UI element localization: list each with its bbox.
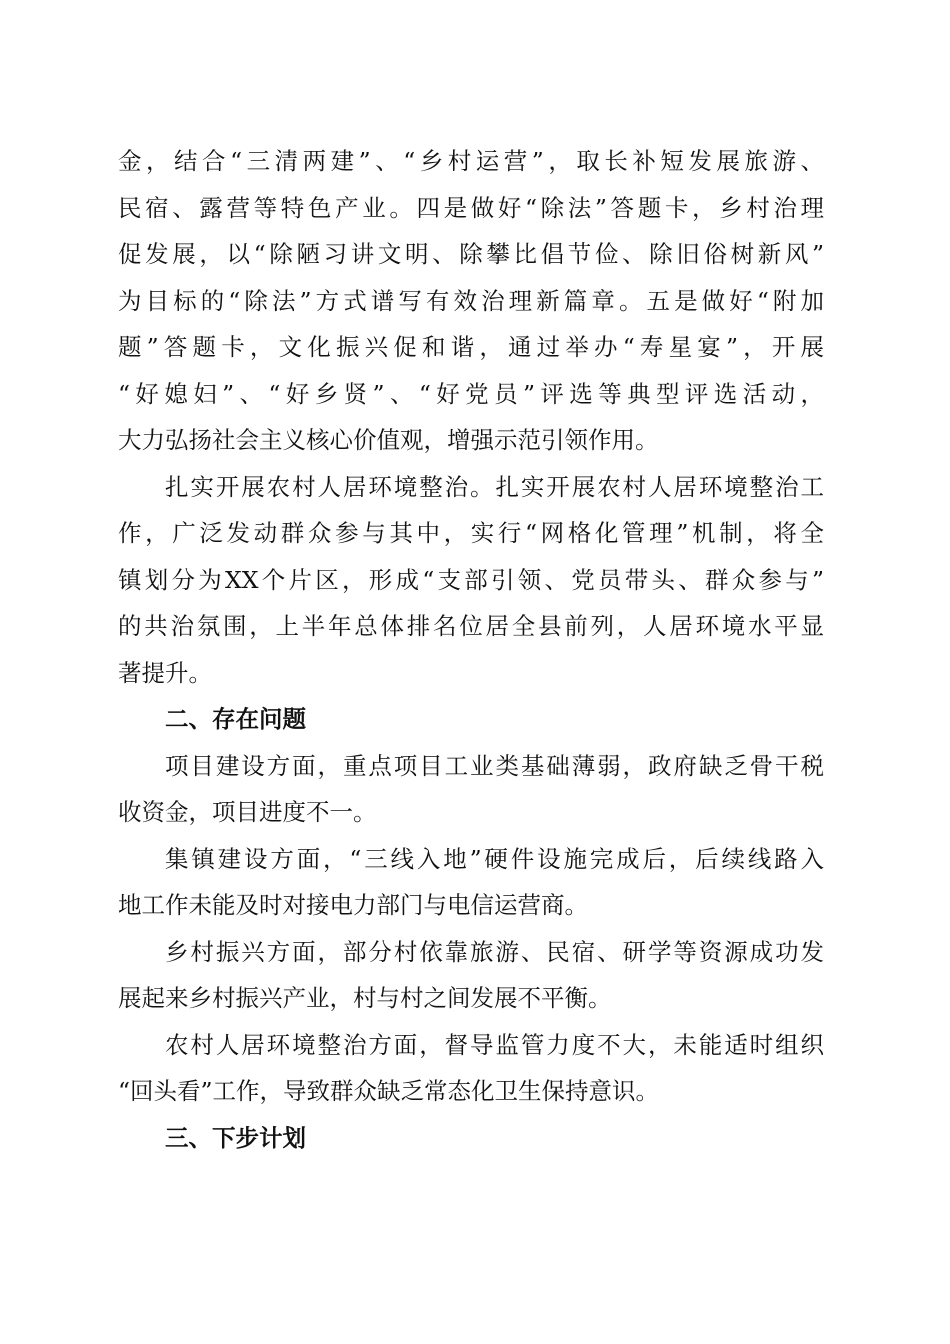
text-line: 金，结合“三清两建”、“乡村运营”，取长补短发展旅游、 — [118, 147, 824, 175]
paragraph-rural-revitalization — [118, 929, 824, 1022]
text-line: 的共治氛围，上半年总体排名位居全县前列，人居环境水平显 — [118, 612, 824, 640]
text-line: “好媳妇”、“好乡贤”、“好党员”评选等典型评选活动， — [118, 379, 824, 408]
text-line: 农村人居环境整治方面，督导监管力度不大，未能适时组织 — [165, 1030, 824, 1059]
paragraph-rural-environment — [118, 464, 824, 697]
section-heading-problems: 二、存在问题 — [165, 705, 306, 733]
section-heading-next-steps: 三、下步计划 — [165, 1123, 306, 1152]
text-line: “回头看”工作，导致群众缺乏常态化卫生保持意识。 — [118, 1077, 660, 1105]
paragraph-project-construction — [118, 743, 824, 836]
text-line: 收资金，项目进度不一。 — [118, 798, 377, 826]
text-line: 为目标的“除法”方式谱写有效治理新篇章。五是做好“附加 — [118, 286, 824, 315]
paragraph-environment-supervision — [118, 1022, 824, 1115]
paragraph-continuation — [118, 138, 824, 464]
text-line: 著提升。 — [118, 658, 212, 687]
text-line: 促发展，以“除陋习讲文明、除攀比倡节俭、除旧俗树新风” — [118, 240, 824, 268]
text-line: 民宿、露营等特色产业。四是做好“除法”答题卡，乡村治理 — [118, 193, 824, 222]
text-line: 镇划分为XX个片区，形成“支部引领、党员带头、群众参与” — [118, 565, 824, 594]
text-line: 地工作未能及时对接电力部门与电信运营商。 — [118, 891, 588, 919]
paragraph-town-construction — [118, 836, 824, 929]
text-line: 集镇建设方面，“三线入地”硬件设施完成后，后续线路入 — [165, 844, 824, 873]
text-line: 扎实开展农村人居环境整治。扎实开展农村人居环境整治工 — [165, 472, 824, 501]
text-line: 大力弘扬社会主义核心价值观，增强示范引领作用。 — [118, 426, 659, 454]
text-line: 展起来乡村振兴产业，村与村之间发展不平衡。 — [118, 984, 612, 1012]
text-line: 题”答题卡，文化振兴促和谐，通过举办“寿星宴”，开展 — [118, 333, 824, 361]
document-body — [118, 138, 824, 1161]
text-line: 乡村振兴方面，部分村依靠旅游、民宿、研学等资源成功发 — [165, 937, 824, 966]
text-line: 作，广泛发动群众参与其中，实行“网格化管理”机制，将全 — [118, 519, 824, 547]
text-line: 项目建设方面，重点项目工业类基础薄弱，政府缺乏骨干税 — [165, 751, 824, 780]
